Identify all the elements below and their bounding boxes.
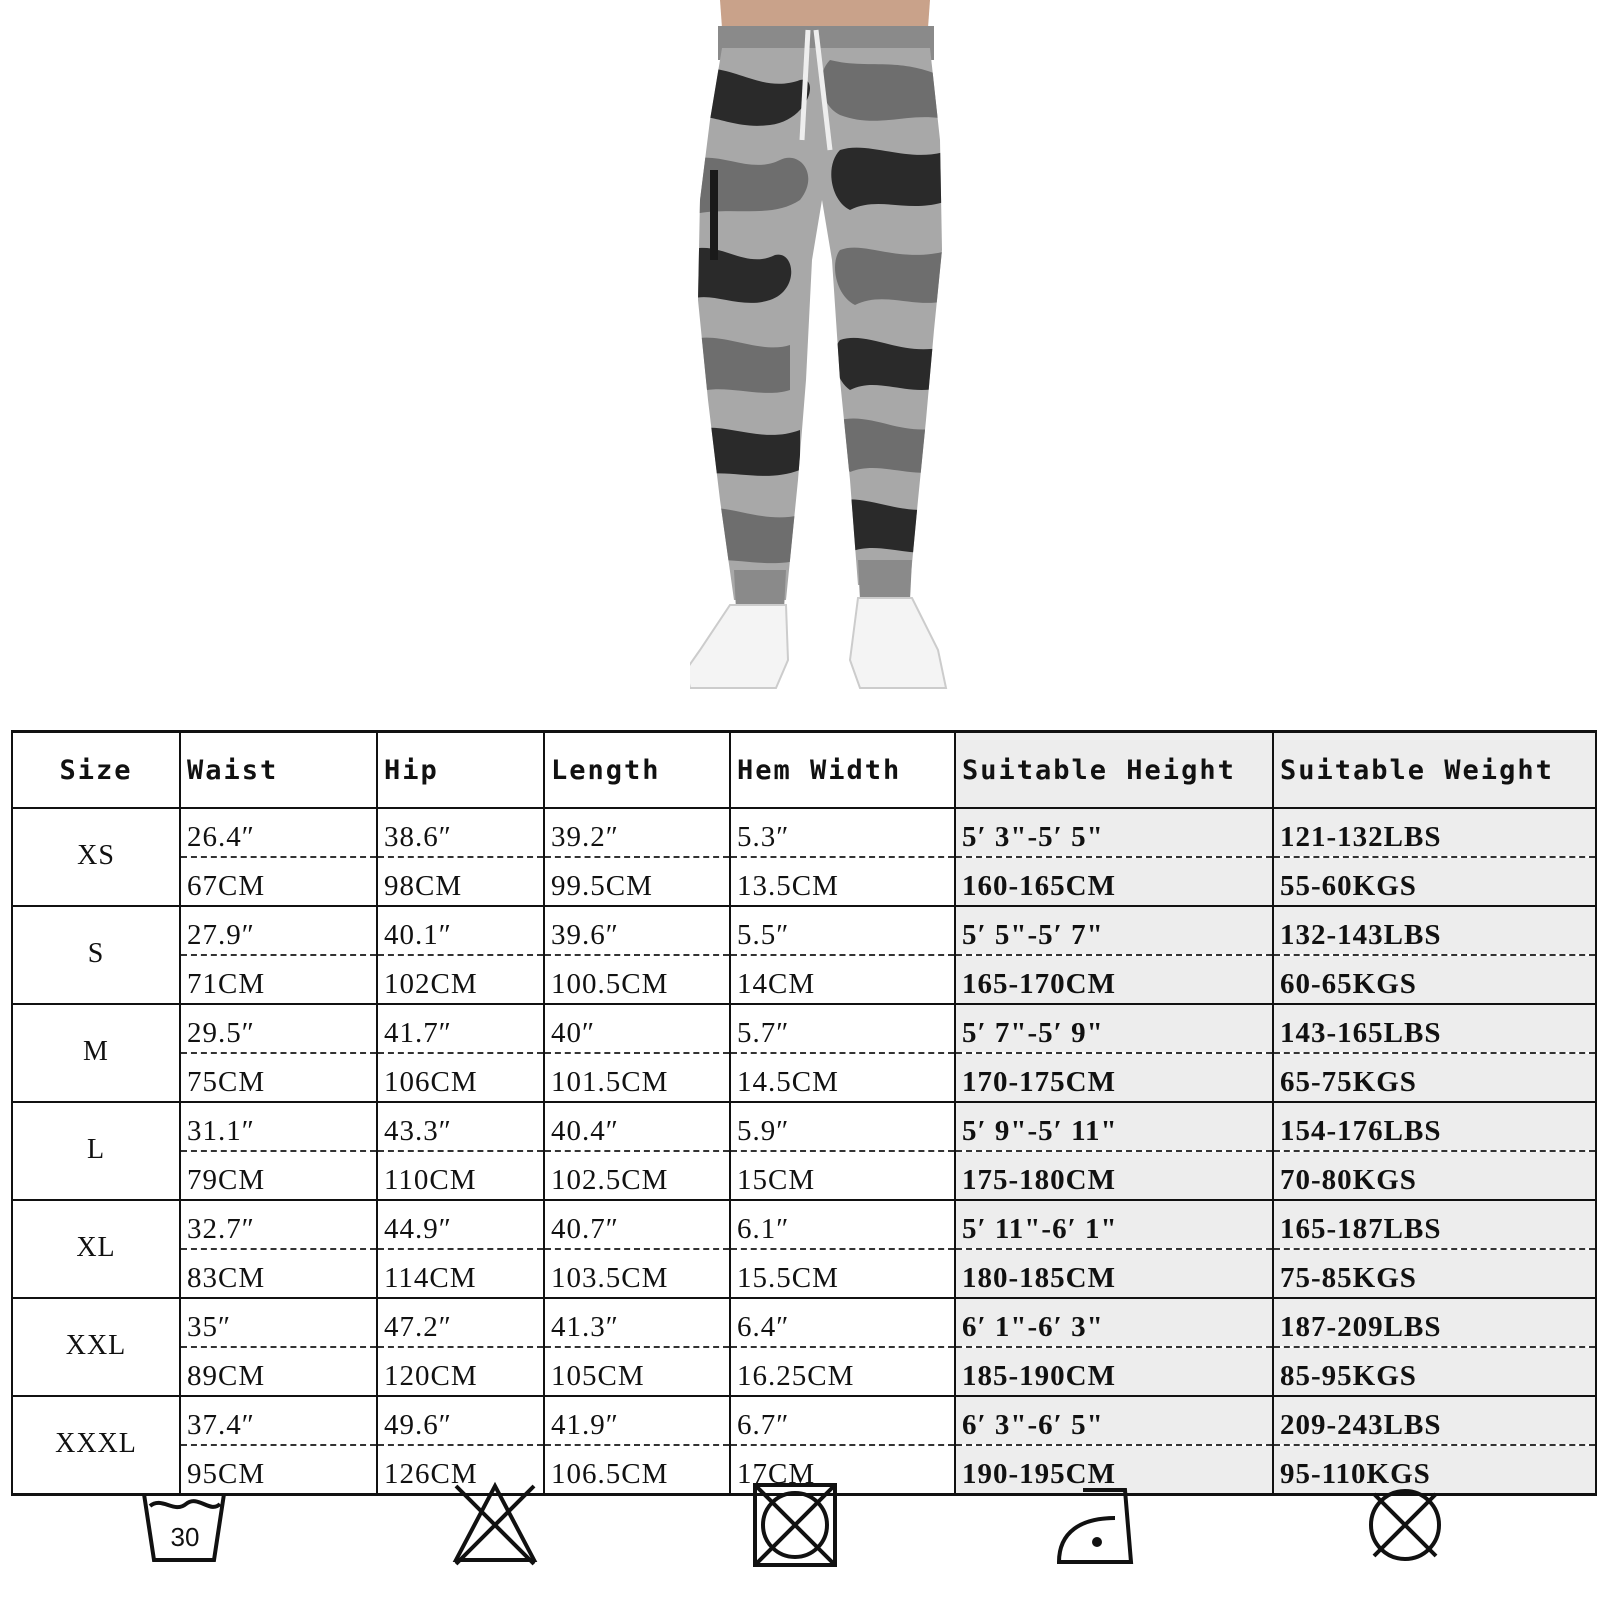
size-label: XS [12,808,180,906]
hem-width-inch: 5.5″ [730,906,955,955]
weight-kgs: 70-80KGS [1273,1151,1596,1200]
weight-kgs: 85-95KGS [1273,1347,1596,1396]
waist-cm: 95CM [180,1445,377,1495]
table-row-metric [12,857,1596,906]
hem-width-cm: 15CM [730,1151,955,1200]
hip-inch: 40.1″ [377,906,544,955]
hem-width-cm: 14.5CM [730,1053,955,1102]
waist-cm: 71CM [180,955,377,1004]
height-cm: 170-175CM [955,1053,1273,1102]
height-cm: 165-170CM [955,955,1273,1004]
hem-width-inch: 5.9″ [730,1102,955,1151]
weight-lbs: 143-165LBS [1273,1004,1596,1053]
waist-inch: 31.1″ [180,1102,377,1151]
waist-inch: 32.7″ [180,1200,377,1249]
size-label: XXXL [12,1396,180,1495]
size-label: M [12,1004,180,1102]
header-suitable-height: Suitable Height [955,732,1273,809]
table-row-imperial [12,808,1596,857]
waist-inch: 37.4″ [180,1396,377,1445]
table-row-imperial [12,1396,1596,1445]
length-inch: 40.7″ [544,1200,730,1249]
hem-width-inch: 5.7″ [730,1004,955,1053]
table-row-metric [12,1347,1596,1396]
wash-30-icon [140,1480,230,1570]
height-cm: 175-180CM [955,1151,1273,1200]
waist-cm: 67CM [180,857,377,906]
hip-cm: 126CM [377,1445,544,1495]
table-row-imperial [12,1298,1596,1347]
hem-width-inch: 6.7″ [730,1396,955,1445]
table-row-metric [12,1151,1596,1200]
header-waist: Waist [180,732,377,809]
height-feet: 6′ 3"-6′ 5" [955,1396,1273,1445]
size-label: XXL [12,1298,180,1396]
hem-width-inch: 5.3″ [730,808,955,857]
product-photo-camo-joggers [690,0,990,710]
table-row-metric [12,1053,1596,1102]
waist-cm: 83CM [180,1249,377,1298]
header-hip: Hip [377,732,544,809]
hip-cm: 102CM [377,955,544,1004]
length-cm: 102.5CM [544,1151,730,1200]
length-inch: 40″ [544,1004,730,1053]
height-cm: 185-190CM [955,1347,1273,1396]
weight-kgs: 75-85KGS [1273,1249,1596,1298]
hip-cm: 98CM [377,857,544,906]
size-chart-table [11,730,1597,1496]
hip-inch: 41.7″ [377,1004,544,1053]
length-cm: 103.5CM [544,1249,730,1298]
header-row [12,732,1596,809]
hip-inch: 49.6″ [377,1396,544,1445]
hem-width-cm: 14CM [730,955,955,1004]
height-feet: 5′ 7"-5′ 9" [955,1004,1273,1053]
hem-width-cm: 13.5CM [730,857,955,906]
waist-inch: 35″ [180,1298,377,1347]
height-feet: 5′ 11"-6′ 1" [955,1200,1273,1249]
size-label: XL [12,1200,180,1298]
table-row-metric [12,1249,1596,1298]
hem-width-inch: 6.1″ [730,1200,955,1249]
size-label: L [12,1102,180,1200]
do-not-dry-clean-icon [1360,1480,1450,1570]
height-feet: 6′ 1"-6′ 3" [955,1298,1273,1347]
hip-inch: 47.2″ [377,1298,544,1347]
weight-lbs: 165-187LBS [1273,1200,1596,1249]
header-suitable-weight: Suitable Weight [1273,732,1596,809]
weight-lbs: 209-243LBS [1273,1396,1596,1445]
size-label: S [12,906,180,1004]
weight-lbs: 154-176LBS [1273,1102,1596,1151]
hip-inch: 38.6″ [377,808,544,857]
hem-width-cm: 16.25CM [730,1347,955,1396]
waist-inch: 26.4″ [180,808,377,857]
height-feet: 5′ 3"-5′ 5" [955,808,1273,857]
waist-inch: 29.5″ [180,1004,377,1053]
hip-cm: 120CM [377,1347,544,1396]
length-inch: 40.4″ [544,1102,730,1151]
wash-temperature: 30 [170,1522,200,1552]
table-row-metric [12,955,1596,1004]
length-cm: 101.5CM [544,1053,730,1102]
table-row-imperial [12,1200,1596,1249]
header-size: Size [12,732,180,809]
weight-kgs: 55-60KGS [1273,857,1596,906]
weight-lbs: 121-132LBS [1273,808,1596,857]
waist-cm: 89CM [180,1347,377,1396]
do-not-bleach-icon [450,1480,540,1570]
weight-kgs: 65-75KGS [1273,1053,1596,1102]
length-inch: 41.9″ [544,1396,730,1445]
table-row-imperial [12,1004,1596,1053]
table-row-imperial [12,1102,1596,1151]
height-cm: 190-195CM [955,1445,1273,1495]
length-cm: 106.5CM [544,1445,730,1495]
height-cm: 180-185CM [955,1249,1273,1298]
waist-cm: 75CM [180,1053,377,1102]
header-length: Length [544,732,730,809]
height-feet: 5′ 5"-5′ 7" [955,906,1273,955]
weight-kgs: 60-65KGS [1273,955,1596,1004]
iron-low-icon [1055,1480,1145,1570]
hem-width-cm: 15.5CM [730,1249,955,1298]
hip-inch: 43.3″ [377,1102,544,1151]
weight-kgs: 95-110KGS [1273,1445,1596,1495]
table-row-imperial [12,906,1596,955]
weight-lbs: 187-209LBS [1273,1298,1596,1347]
length-cm: 100.5CM [544,955,730,1004]
length-inch: 39.6″ [544,906,730,955]
height-feet: 5′ 9"-5′ 11" [955,1102,1273,1151]
waist-inch: 27.9″ [180,906,377,955]
hip-cm: 110CM [377,1151,544,1200]
waist-cm: 79CM [180,1151,377,1200]
hip-cm: 106CM [377,1053,544,1102]
care-instructions [0,1480,1600,1570]
length-inch: 39.2″ [544,808,730,857]
height-cm: 160-165CM [955,857,1273,906]
length-cm: 99.5CM [544,857,730,906]
hem-width-cm: 17CM [730,1445,955,1495]
length-inch: 41.3″ [544,1298,730,1347]
weight-lbs: 132-143LBS [1273,906,1596,955]
do-not-tumble-dry-icon [750,1480,840,1570]
hem-width-inch: 6.4″ [730,1298,955,1347]
header-hem-width: Hem Width [730,732,955,809]
hip-inch: 44.9″ [377,1200,544,1249]
length-cm: 105CM [544,1347,730,1396]
hip-cm: 114CM [377,1249,544,1298]
